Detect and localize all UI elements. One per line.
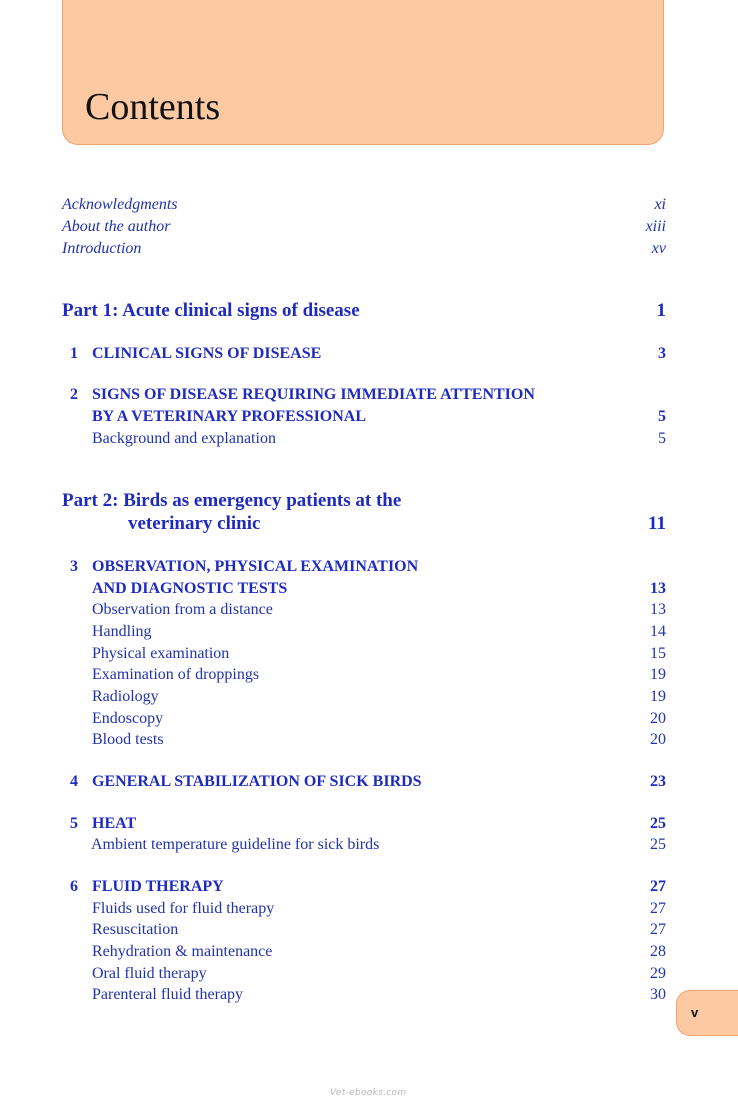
chapter-title: GENERAL STABILIZATION OF SICK BIRDS bbox=[92, 773, 422, 790]
section-title: Blood tests bbox=[92, 731, 164, 748]
part-page: 1 bbox=[656, 300, 666, 321]
part-title: Part 1: Acute clinical signs of disease bbox=[62, 300, 360, 321]
section-title: Oral fluid therapy bbox=[92, 965, 207, 982]
chapter-number: 1 bbox=[70, 345, 78, 362]
chapter-title: FLUID THERAPY bbox=[92, 878, 224, 895]
section-page: 19 bbox=[650, 688, 666, 705]
section-title: Observation from a distance bbox=[92, 601, 273, 618]
chapter-title: SIGNS OF DISEASE REQUIRING IMMEDIATE ATTENTION bbox=[92, 386, 535, 403]
chapter-number: 6 bbox=[70, 878, 78, 895]
toc-chapter-3-line2[interactable] bbox=[62, 580, 666, 602]
section-title: Physical examination bbox=[92, 645, 230, 662]
part-title: Part 2: Birds as emergency patients at the bbox=[62, 490, 402, 511]
chapter-title: CLINICAL SIGNS OF DISEASE bbox=[92, 345, 322, 362]
chapter-number: 4 bbox=[70, 773, 78, 790]
toc-chapter-3[interactable] bbox=[62, 558, 666, 580]
section-page: 25 bbox=[650, 836, 666, 853]
toc-chapter-4[interactable] bbox=[62, 773, 666, 795]
section-page: 14 bbox=[650, 623, 666, 640]
section-title: Radiology bbox=[92, 688, 159, 705]
toc-section[interactable] bbox=[62, 965, 666, 987]
section-title: Background and explanation bbox=[92, 430, 276, 447]
section-title: Handling bbox=[92, 623, 152, 640]
toc-section[interactable] bbox=[62, 836, 666, 858]
section-page: 28 bbox=[650, 943, 666, 960]
chapter-page: 3 bbox=[658, 345, 666, 362]
section-page: 20 bbox=[650, 731, 666, 748]
toc-part-1[interactable] bbox=[62, 300, 666, 326]
section-page: 13 bbox=[650, 601, 666, 618]
toc-entry-title: Introduction bbox=[62, 240, 142, 257]
toc-entry-title: About the author bbox=[62, 218, 171, 235]
chapter-page: 27 bbox=[650, 878, 666, 895]
toc-entry-title: Acknowledgments bbox=[62, 196, 178, 213]
section-page: 27 bbox=[650, 921, 666, 938]
chapter-number: 2 bbox=[70, 386, 78, 403]
chapter-title: HEAT bbox=[92, 815, 137, 832]
section-page: 30 bbox=[650, 986, 666, 1003]
toc-section[interactable] bbox=[62, 601, 666, 623]
section-title: Fluids used for fluid therapy bbox=[92, 900, 275, 917]
toc-entry-page: xi bbox=[654, 196, 666, 213]
toc-section[interactable] bbox=[62, 710, 666, 732]
toc-part-2-line2[interactable] bbox=[62, 513, 666, 539]
toc-chapter-5[interactable] bbox=[62, 815, 666, 837]
chapter-number: 3 bbox=[70, 558, 78, 575]
toc-section[interactable] bbox=[62, 900, 666, 922]
chapter-title: OBSERVATION, PHYSICAL EXAMINATION bbox=[92, 558, 419, 575]
toc-section[interactable] bbox=[62, 921, 666, 943]
chapter-page: 5 bbox=[658, 408, 666, 425]
section-title: Endoscopy bbox=[92, 710, 164, 727]
toc-entry-page: xiii bbox=[645, 218, 666, 235]
toc-chapter-2[interactable] bbox=[62, 386, 666, 408]
section-title: Ambient temperature guideline for sick birds bbox=[91, 836, 380, 853]
toc-entry-page: xv bbox=[651, 240, 666, 257]
section-page: 15 bbox=[650, 645, 666, 662]
section-page: 5 bbox=[658, 430, 666, 447]
page-number-tab bbox=[676, 990, 738, 1036]
toc-section[interactable] bbox=[62, 645, 666, 667]
toc-section[interactable] bbox=[62, 688, 666, 710]
contents-header bbox=[62, 0, 664, 145]
chapter-title-continued: BY A VETERINARY PROFESSIONAL bbox=[92, 408, 367, 425]
toc-chapter-2-line2[interactable] bbox=[62, 408, 666, 430]
chapter-page: 23 bbox=[650, 773, 666, 790]
toc-section[interactable] bbox=[62, 430, 666, 452]
chapter-number: 5 bbox=[70, 815, 78, 832]
toc-section[interactable] bbox=[62, 943, 666, 965]
part-title-continued: veterinary clinic bbox=[128, 513, 261, 534]
section-title: Examination of droppings bbox=[92, 666, 260, 683]
chapter-page: 13 bbox=[650, 580, 666, 597]
part-page: 11 bbox=[648, 513, 666, 534]
section-page: 19 bbox=[650, 666, 666, 683]
section-page: 29 bbox=[650, 965, 666, 982]
watermark: Vet-ebooks.com bbox=[330, 1088, 407, 1098]
page-number: v bbox=[691, 1005, 699, 1020]
section-page: 20 bbox=[650, 710, 666, 727]
toc-entry-acknowledgments[interactable] bbox=[62, 196, 666, 218]
section-title: Rehydration & maintenance bbox=[92, 943, 273, 960]
page-title: Contents bbox=[85, 86, 221, 128]
toc-section[interactable] bbox=[62, 986, 666, 1008]
section-title: Resuscitation bbox=[92, 921, 179, 938]
toc-section[interactable] bbox=[62, 623, 666, 645]
chapter-page: 25 bbox=[650, 815, 666, 832]
toc-section[interactable] bbox=[62, 666, 666, 688]
toc-entry-about-author[interactable] bbox=[62, 218, 666, 240]
toc-chapter-6[interactable] bbox=[62, 878, 666, 900]
toc-section[interactable] bbox=[62, 731, 666, 753]
section-title: Parenteral fluid therapy bbox=[92, 986, 244, 1003]
section-page: 27 bbox=[650, 900, 666, 917]
chapter-title-continued: AND DIAGNOSTIC TESTS bbox=[92, 580, 288, 597]
toc-chapter-1[interactable] bbox=[62, 345, 666, 367]
toc-entry-introduction[interactable] bbox=[62, 240, 666, 262]
